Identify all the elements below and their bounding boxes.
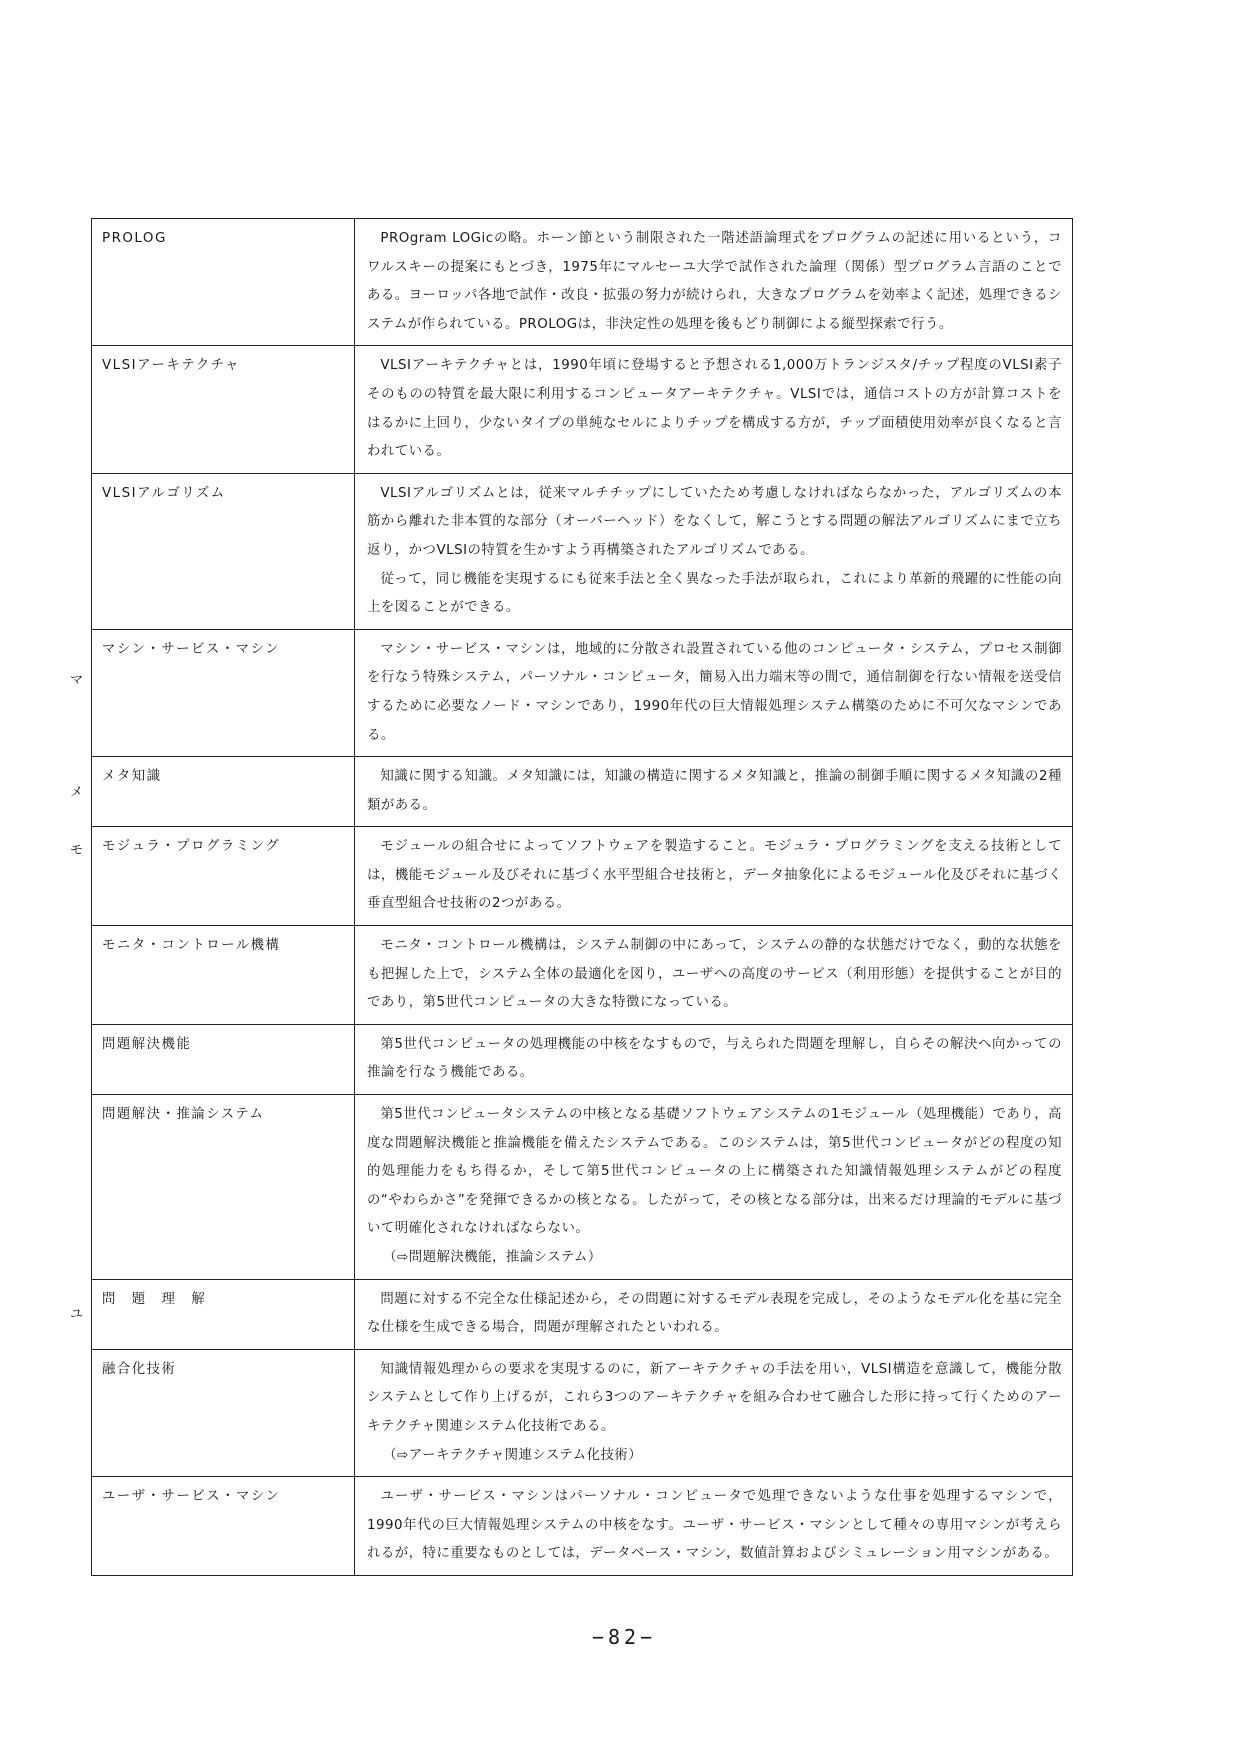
definition-paragraph: 第5世代コンピュータシステムの中核となる基礎ソフトウェアシステムの1モジュール（処理機能）であり，高度な問題解決機能と推論機能を備えたシステムである。このシステムは，第5世代コンピュータがどの程度の知的処理能力をもち得るか，そして第5世代コンピュータの上に構築された知識情報処理システムがどの程度の“やわらかさ”を発揮できるかの核となる。したがって，その核となる部分は，出来るだけ理論的モデルに基づいて明確化されなければならない。 [367,1107,1062,1237]
glossary-definition [355,1349,1073,1476]
glossary-term: 問題解決機能 [92,1024,355,1094]
glossary-term: 問題解決・推論システム [92,1095,355,1280]
glossary-definition [355,926,1073,1025]
glossary-definition [355,1279,1073,1349]
definition-paragraph: 知識に関する知識。メタ知識には，知識の構造に関するメタ知識と，推論の制御手順に関するメタ知識の2種類がある。 [367,769,1062,813]
glossary-row [92,346,1073,473]
glossary-definition [355,473,1073,629]
index-marker-me: メ [70,785,84,800]
glossary-term: VLSIアーキテクチャ [92,346,355,473]
definition-paragraph: VLSIアルゴリズムとは，従来マルチチップにしていたため考慮しなければならなかった，アルゴリズムの本筋から離れた非本質的な部分（オーバーヘッド）をなくして，解こうとする問題の解法アルゴリズムにまで立ち返り，かつVLSIの特質を生かすよう再構築されたアルゴリズムである。 [367,485,1062,558]
glossary-term: モジュラ・プログラミング [92,827,355,926]
glossary-definition [355,1024,1073,1094]
glossary-definition [355,1477,1073,1576]
definition-paragraph: 知識情報処理からの要求を実現するのに，新アーキテクチャの手法を用い，VLSI構造を意識して，機能分散システムとして作り上げるが，これら3つのアーキテクチャを組み合わせて融合した形に持って行くためのアーキテクチャ関連システム化技術である。 [367,1361,1062,1434]
definition-paragraph: 問題に対する不完全な仕様記述から，その問題に対するモデル表現を完成し，そのようなモデル化を基に完全な仕様を生成できる場合，問題が理解されたといわれる。 [367,1291,1062,1336]
glossary-row [92,219,1073,346]
cross-reference-note: （⇨問題解決機能，推論システム） [383,1250,602,1265]
index-marker-yu: ユ [70,1307,84,1322]
definition-paragraph: モジュールの組合せによってソフトウェアを製造すること。モジュラ・プログラミングを支える技術としては，機能モジュール及びそれに基づく水平型組合せ技術と，データ抽象化によるモジュール化及びそれに基づく垂直型組合せ技術の2つがある。 [367,839,1062,912]
glossary-term: 問 題 理 解 [92,1279,355,1349]
glossary-row [92,1095,1073,1280]
definition-paragraph: マシン・サービス・マシンは，地域的に分散され設置されている他のコンピュータ・システム，プロセス制御を行なう特殊システム，パーソナル・コンピュータ，簡易入出力端末等の間で，通信制御を行ない情報を送受信するために必要なノード・マシンであり，1990年代の巨大情報処理システム構築のために不可欠なマシンである。 [367,641,1062,743]
definition-paragraph: モニタ・コントロール機構は，システム制御の中にあって，システムの静的な状態だけでなく，動的な状態をも把握した上で，システム全体の最適化を図り，ユーザへの高度のサービス（利用形態）を提供することが目的であり，第5世代コンピュータの大きな特徴になっている。 [367,938,1062,1011]
glossary-term: ユーザ・サービス・マシン [92,1477,355,1576]
glossary-definition [355,1095,1073,1280]
glossary-definition [355,346,1073,473]
glossary-row [92,827,1073,926]
glossary-term: 融合化技術 [92,1349,355,1476]
definition-paragraph: 第5世代コンピュータの処理機能の中核をなすもので，与えられた問題を理解し，自らその解決へ向かっての推論を行なう機能である。 [367,1036,1062,1081]
glossary-row [92,757,1073,827]
glossary-row [92,1349,1073,1476]
glossary-row [92,1279,1073,1349]
definition-paragraph: 従って，同じ機能を実現するにも従来手法と全く異なった手法が取られ，これにより革新的飛躍的に性能の向上を図ることができる。 [367,571,1062,616]
index-marker-ma: マ [70,673,84,688]
glossary-row [92,926,1073,1025]
index-marker-mo: モ [70,843,84,858]
cross-reference-note: （⇨アーキテクチャ関連システム化技術） [383,1447,643,1463]
glossary-definition [355,827,1073,926]
definition-paragraph: ユーザ・サービス・マシンはパーソナル・コンピュータで処理できないような仕事を処理するマシンで，1990年代の巨大情報処理システムの中核をなす。ユーザ・サービス・マシンとして種々の専用マシンが考えられるが，特に重要なものとしては，データベース・マシン，数値計算およびシミュレーション用マシンがある。 [367,1489,1062,1562]
glossary-term: VLSIアルゴリズム [92,473,355,629]
glossary-term: PROLOG [92,219,355,346]
glossary-term: モニタ・コントロール機構 [92,926,355,1025]
glossary-definition [355,219,1073,346]
glossary-term: メタ知識 [92,757,355,827]
glossary-row [92,1024,1073,1094]
definition-paragraph: VLSIアーキテクチャとは，1990年頃に登場すると予想される1,000万トランジスタ/チップ程度のVLSI素子そのものの特質を最大限に利用するコンピュータアーキテクチャ。VLSIでは，通信コストの方が計算コストをはるかに上回り，少ないタイプの単純なセルによりチップを構成する方が，チップ面積使用効率が良くなると言われている。 [367,358,1062,460]
glossary-row [92,473,1073,629]
glossary-row [92,629,1073,756]
glossary-definition [355,629,1073,756]
glossary-definition [355,757,1073,827]
definition-paragraph: PROgram LOGicの略。ホーン節という制限された一階述語論理式をプログラムの記述に用いるという，コワルスキーの提案にもとづき，1975年にマルセーユ大学で試作された論理（関係）型プログラム言語のことである。ヨーロッパ各地で試作・改良・拡張の努力が続けられ，大きなプログラムを効率よく記述，処理できるシステムが作られている。PROLOGは，非決定性の処理を後もどり制御による縦型探索で行う。 [367,231,1062,332]
page-number: −82− [591,1625,657,1649]
glossary-term: マシン・サービス・マシン [92,629,355,756]
glossary-row [92,1477,1073,1576]
glossary-table [91,218,1073,1576]
